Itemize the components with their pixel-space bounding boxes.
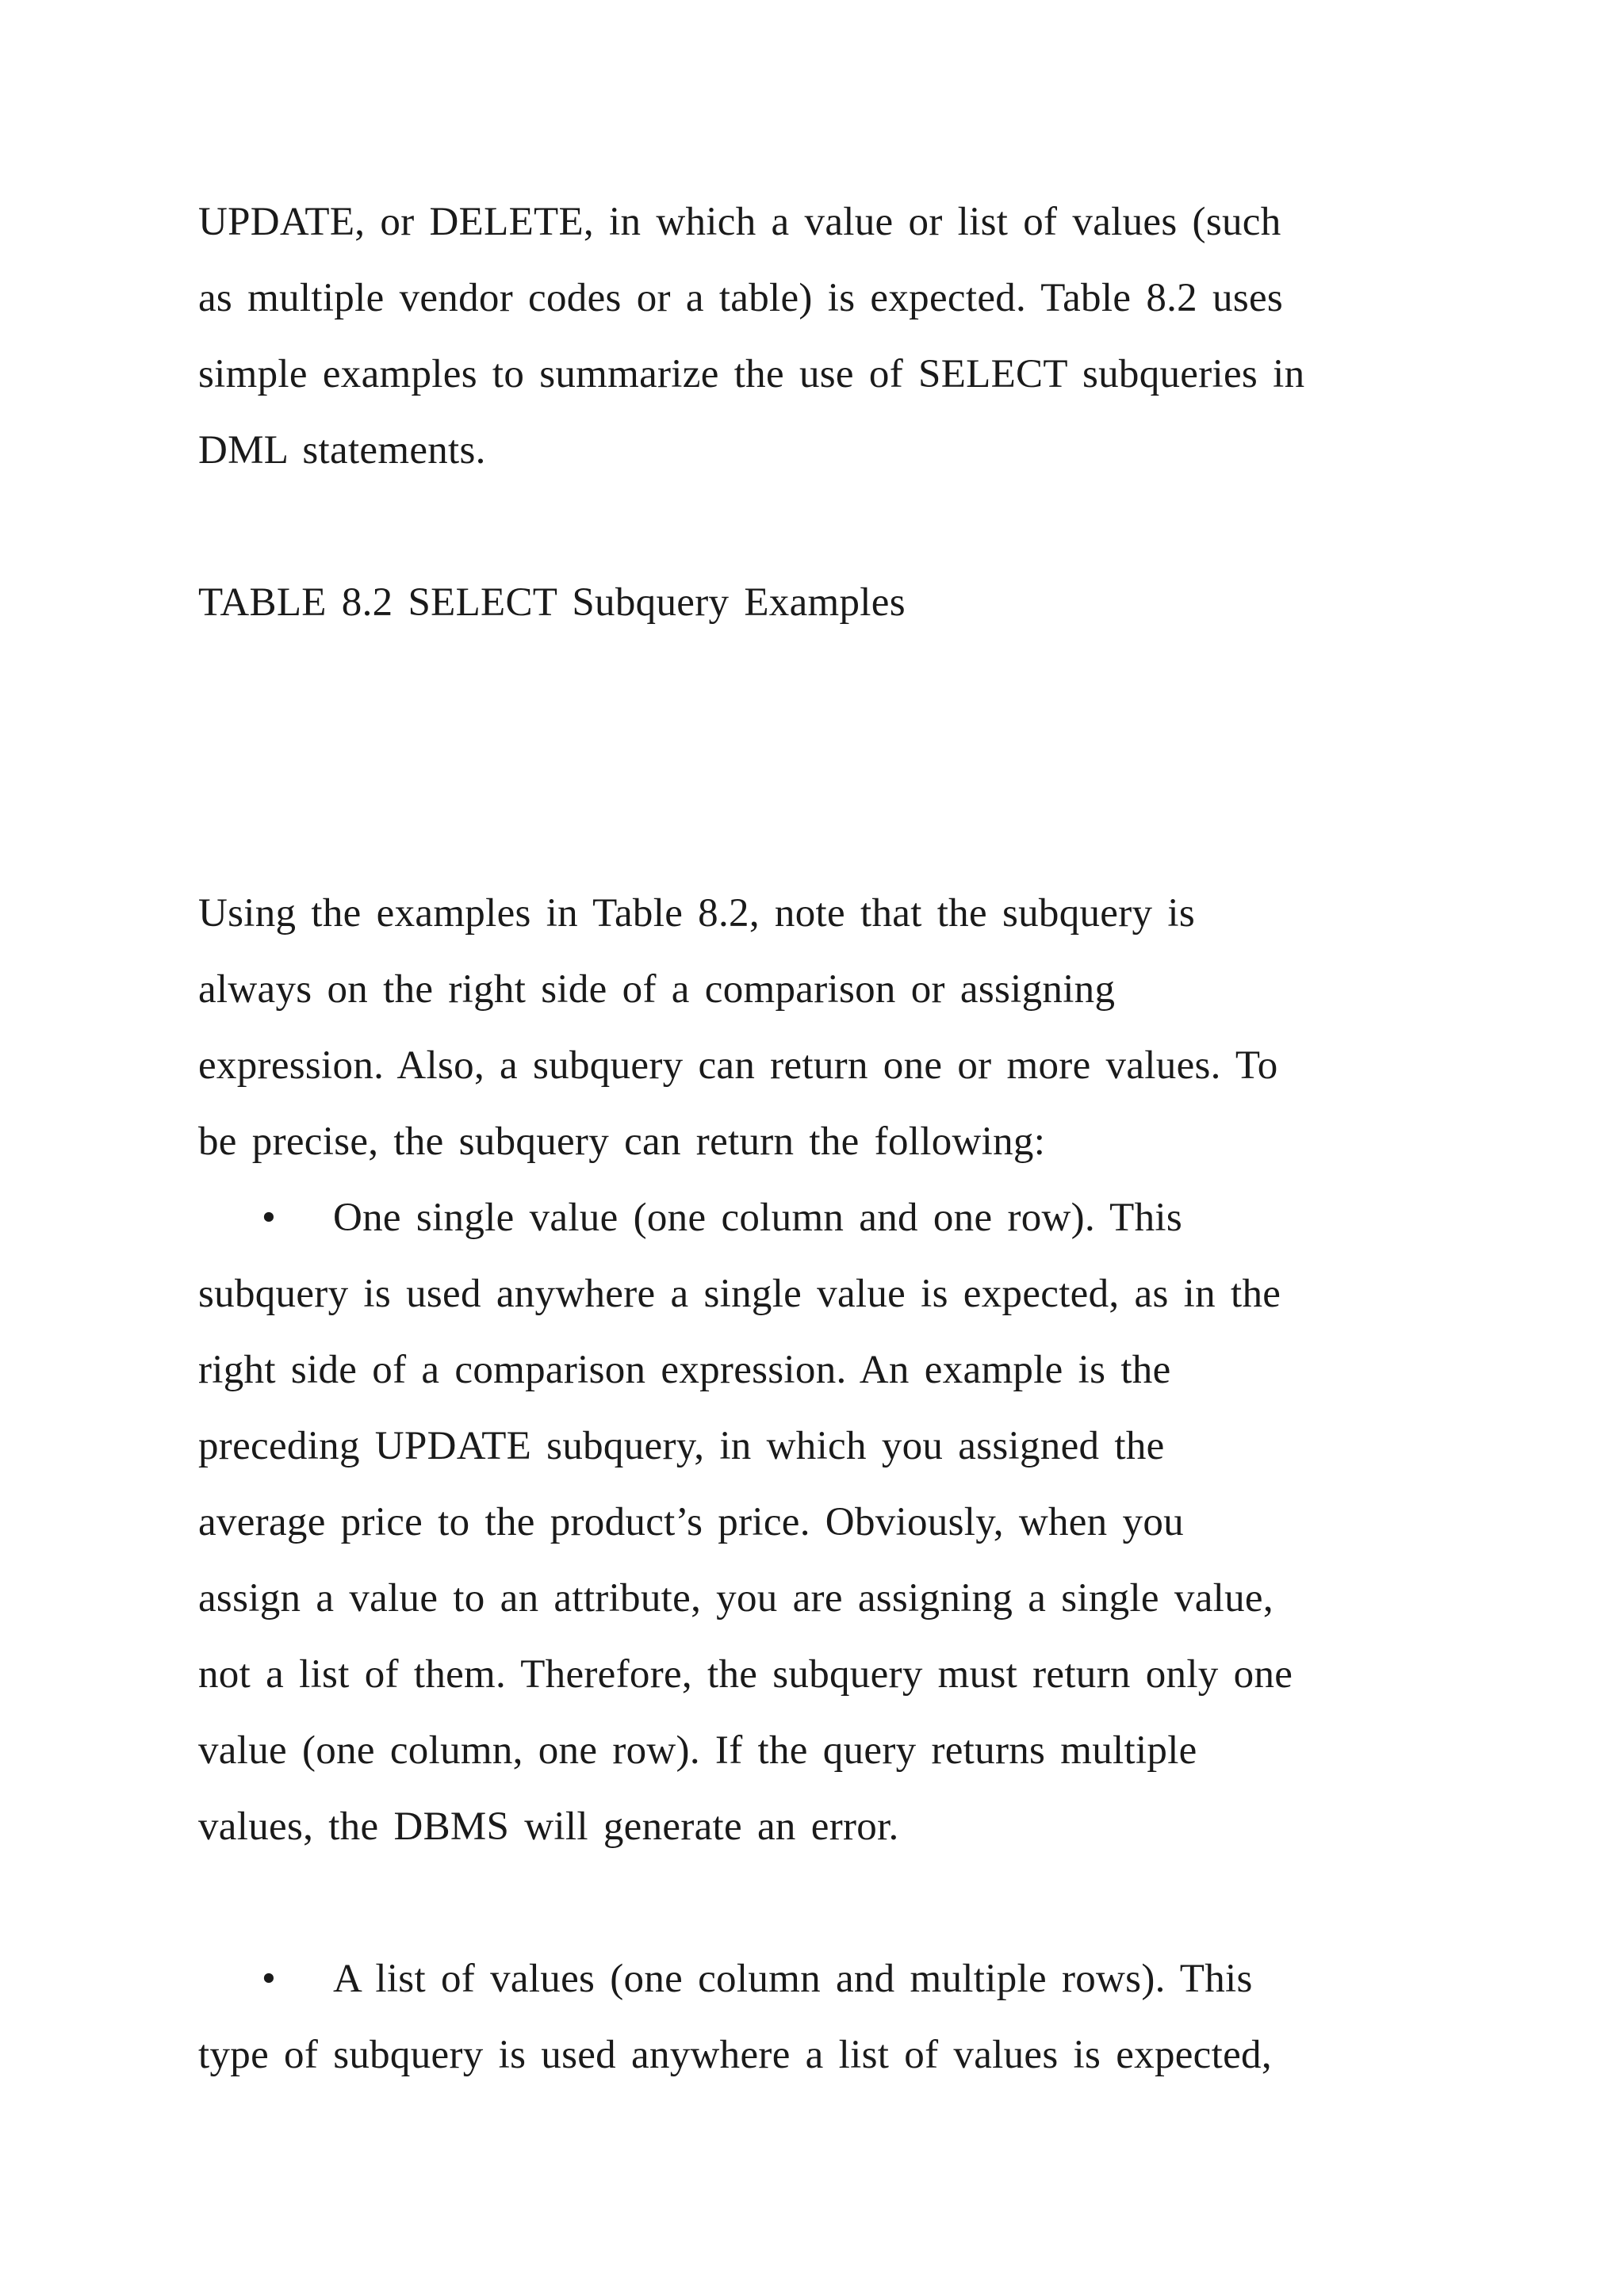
text-line: subquery is used anywhere a single value is expected, as in the <box>198 1272 1281 1316</box>
text-line: value (one column, one row). If the query returns multiple <box>198 1728 1197 1773</box>
text-line: always on the right side of a comparison or assigning <box>198 967 1116 1012</box>
text-line: DML statements. <box>198 428 486 473</box>
text-line: preceding UPDATE subquery, in which you assigned the <box>198 1424 1165 1468</box>
text-line: type of subquery is used anywhere a list of values is expected, <box>198 2033 1272 2077</box>
table-caption: TABLE 8.2 SELECT Subquery Examples <box>198 580 906 625</box>
text-line: expression. Also, a subquery can return one or more values. To <box>198 1043 1278 1088</box>
bullet-item-first-line: A list of values (one column and multiple rows). This <box>333 1957 1253 2001</box>
bullet-marker: • <box>262 1957 276 2001</box>
text-line: right side of a comparison expression. An example is the <box>198 1348 1171 1392</box>
text-line: as multiple vendor codes or a table) is expected. Table 8.2 uses <box>198 276 1284 320</box>
text-line: UPDATE, or DELETE, in which a value or list of values (such <box>198 200 1281 244</box>
text-line: values, the DBMS will generate an error. <box>198 1804 899 1849</box>
text-line: Using the examples in Table 8.2, note that the subquery is <box>198 891 1195 936</box>
text-line: assign a value to an attribute, you are assigning a single value, <box>198 1576 1274 1621</box>
bullet-item-first-line: One single value (one column and one row). This <box>333 1196 1182 1240</box>
text-line: be precise, the subquery can return the following: <box>198 1119 1046 1164</box>
text-line: average price to the product’s price. Obviously, when you <box>198 1500 1184 1544</box>
text-line: not a list of them. Therefore, the subquery must return only one <box>198 1652 1293 1697</box>
bullet-marker: • <box>262 1196 276 1240</box>
text-line: simple examples to summarize the use of SELECT subqueries in <box>198 352 1305 396</box>
